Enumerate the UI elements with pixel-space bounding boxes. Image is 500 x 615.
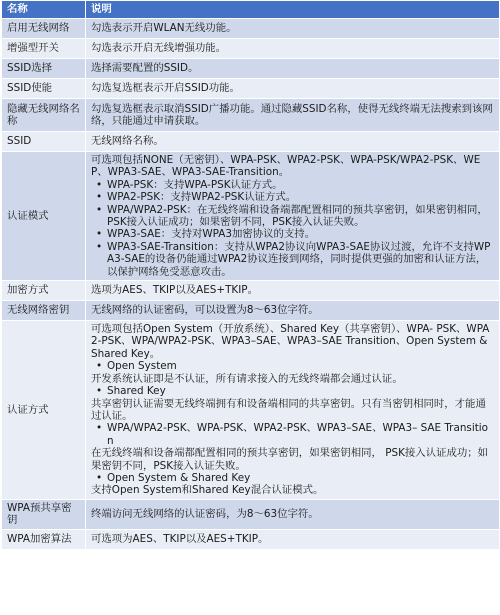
param-description: 选项为AES、TKIP以及AES+TKIP。: [86, 281, 500, 301]
auth-mode-list: [91, 179, 494, 278]
param-name: 增强型开关: [2, 39, 86, 59]
table-row: [2, 79, 500, 99]
table-row: [2, 281, 500, 301]
table-header-row: [2, 1, 500, 19]
param-description: 无线网络的认证密码，可以设置为8～63位字符。: [86, 301, 500, 321]
list-item: • WPA3-SAE：支持对WPA3加密协议的支持。: [107, 228, 494, 240]
param-name: 隐藏无线网络名称: [2, 99, 86, 132]
table-row: [2, 99, 500, 132]
list-item: • WPA/WPA2-PSK、WPA-PSK、WPA2-PSK、WPA3–SAE、WPA3– SAE Transition: [107, 422, 494, 447]
list-item: • WPA-PSK：支持WPA-PSK认证方式。: [107, 179, 494, 191]
param-name: 无线网络密钥: [2, 301, 86, 321]
auth-method-list: [91, 360, 494, 372]
param-name: WPA加密算法: [2, 529, 86, 549]
list-item-detail: 共享密钥认证需要无线终端拥有和设备端相同的共享密钥。只有当密钥相同时，才能通过认证。: [91, 397, 486, 422]
auth-method-list: [91, 385, 494, 397]
auth-method-intro: 可选项包括Open System（开放系统）、Shared Key（共享密钥）、WPA- PSK、WPA2-PSK、WPA/WPA2-PSK、WPA3–SAE、WPA3–SAE Transition、Open System & Shared Key。: [91, 323, 490, 360]
param-name: 认证模式: [2, 152, 86, 281]
param-name: 认证方式: [2, 321, 86, 500]
param-description: 勾选表示开启WLAN无线功能。: [86, 19, 500, 39]
auth-method-list: [91, 472, 494, 484]
param-description: 勾选复选框表示取消SSID广播功能。通过隐藏SSID名称，使得无线终端无法搜索到该网络，只能通过申请获取。: [86, 99, 500, 132]
table-row: [2, 19, 500, 39]
param-description: [86, 152, 500, 281]
table-row: [2, 321, 500, 500]
param-description: 可选项为AES、TKIP以及AES+TKIP。: [86, 529, 500, 549]
param-description: [86, 321, 500, 500]
parameter-table: [1, 0, 500, 550]
header-description: 说明: [86, 1, 500, 19]
param-description: 选择需要配置的SSID。: [86, 59, 500, 79]
table-row: [2, 529, 500, 549]
table-row: [2, 59, 500, 79]
header-name: 名称: [2, 1, 86, 19]
table-row: [2, 301, 500, 321]
param-name: 启用无线网络: [2, 19, 86, 39]
param-name: SSID使能: [2, 79, 86, 99]
list-item-detail: 在无线终端和设备端都配置相同的预共享密钥，如果密钥相同， PSK接入认证成功；如果密钥不同，PSK接入认证失败。: [91, 447, 489, 472]
table-row: [2, 499, 500, 529]
param-name: SSID: [2, 132, 86, 152]
param-name: SSID选择: [2, 59, 86, 79]
list-item-detail: 开发系统认证即是不认证，所有请求接入的无线终端都会通过认证。: [91, 372, 403, 385]
list-item: • WPA3-SAE-Transition：支持从WPA2协议向WPA3-SAE协议过渡，允许不支持WPA3-SAE的设备仍能通过WPA2协议连接到网络，同时提供更强的加密和认证方法，以保护网络免受恶意攻击。: [107, 241, 494, 278]
table-row: [2, 132, 500, 152]
list-item: • Open System & Shared Key: [107, 472, 494, 484]
table-row: [2, 39, 500, 59]
auth-mode-intro: 可选项包括NONE（无密钥）、WPA-PSK、WPA2-PSK、WPA-PSK/WPA2-PSK、WEP、WPA3-SAE、WPA3-SAE-Transition。: [91, 154, 481, 179]
param-description: 勾选表示开启无线增强功能。: [86, 39, 500, 59]
list-item: • Shared Key: [107, 385, 494, 397]
param-description: 勾选复选框表示开启SSID功能。: [86, 79, 500, 99]
param-description: 无线网络名称。: [86, 132, 500, 152]
list-item: • WPA/WPA2-PSK：在无线终端和设备端都配置相同的预共享密钥，如果密钥相同，PSK接入认证成功；如果密钥不同，PSK接入认证失败。: [107, 204, 494, 229]
table-row: [2, 152, 500, 281]
param-description: 终端访问无线网络的认证密码，为8～63位字符。: [86, 499, 500, 529]
list-item-detail: 支持Open System和Shared Key混合认证模式。: [91, 484, 324, 497]
param-name: WPA预共享密钥: [2, 499, 86, 529]
auth-method-list: [91, 422, 494, 447]
param-name: 加密方式: [2, 281, 86, 301]
list-item: • Open System: [107, 360, 494, 372]
list-item: • WPA2-PSK：支持WPA2-PSK认证方式。: [107, 191, 494, 203]
